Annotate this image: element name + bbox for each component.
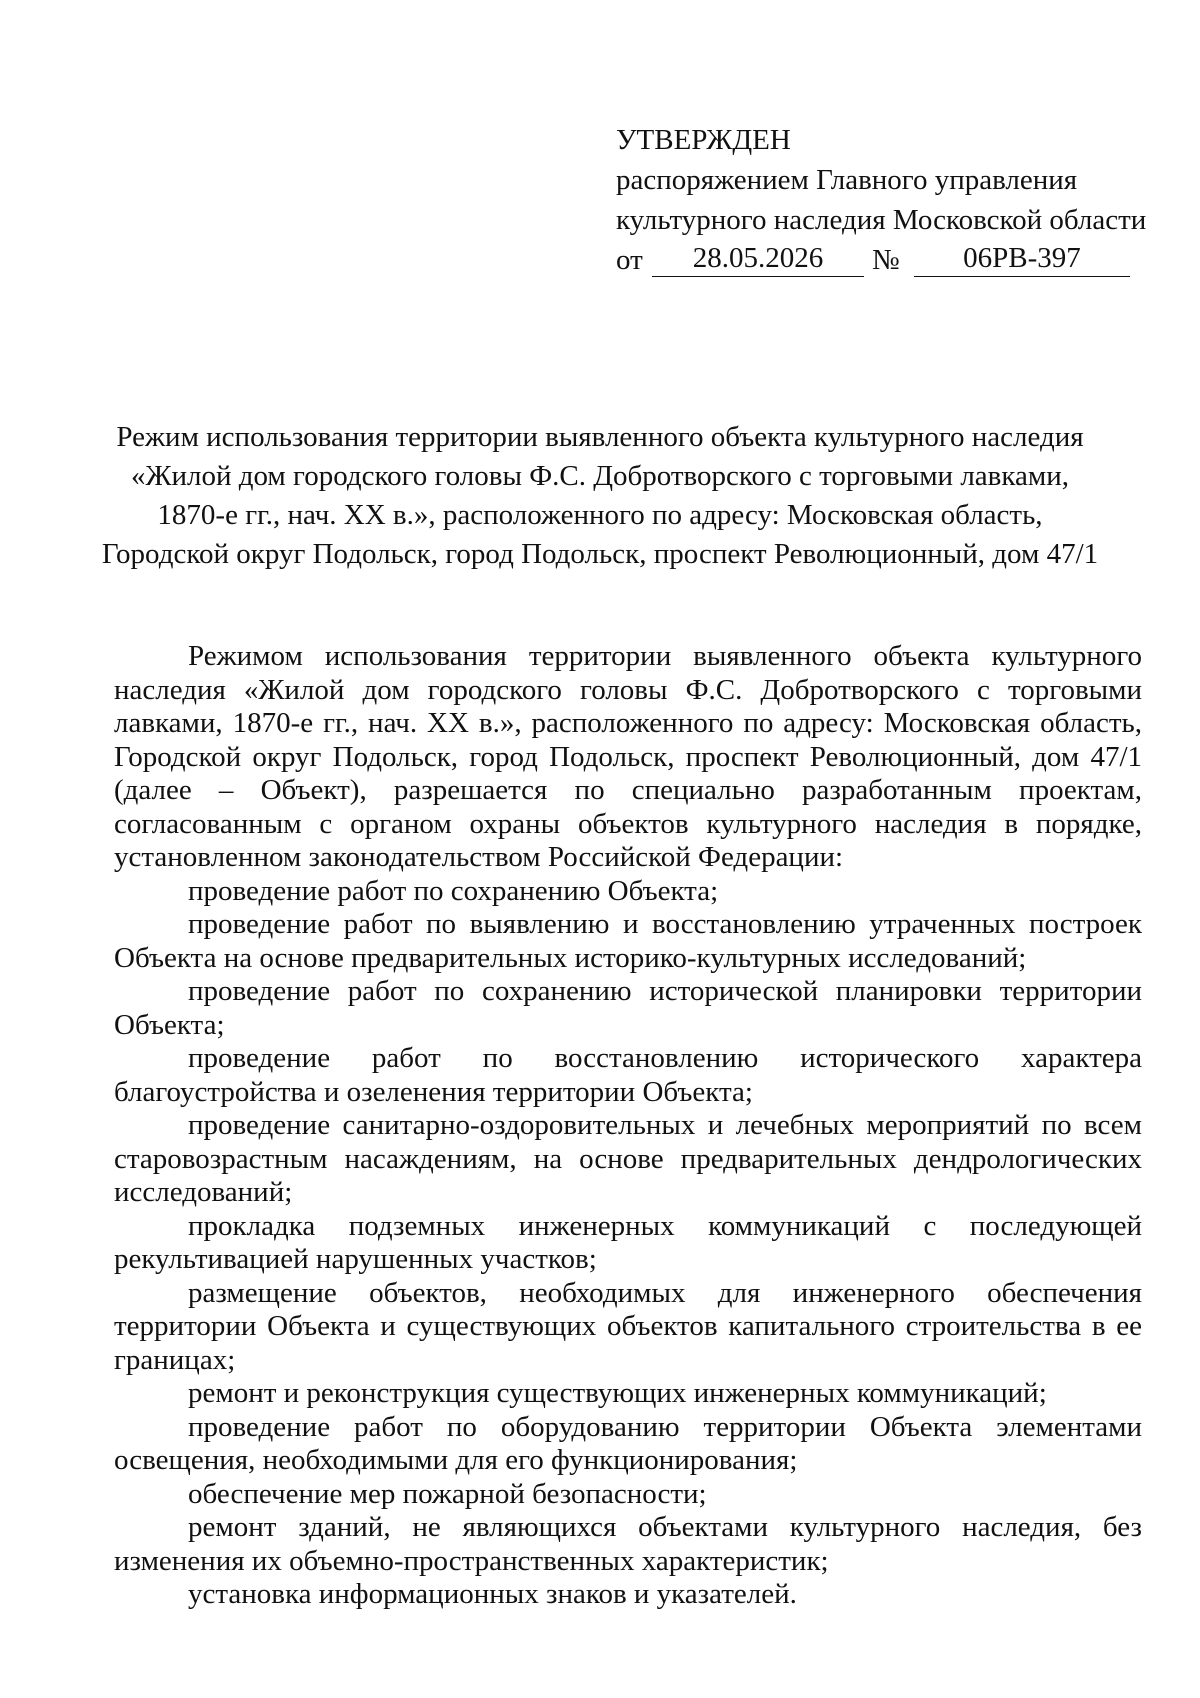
approval-number: 06РВ-397 bbox=[914, 240, 1130, 277]
approval-heading: УТВЕРЖДЕН bbox=[616, 124, 791, 156]
title-line-2: «Жилой дом городского головы Ф.С. Добротворского с торговыми лавками, bbox=[130, 460, 1070, 492]
intro-paragraph: Режимом использования территории выявленного объекта культурного наследия «Жилой дом городского головы Ф.С. Добротворского с торговыми лавками, 1870-е гг., нач. XX в.», расположенного по адресу: Московская область, Городской округ Подольск, город Подольск, проспект Революционный, дом 47/1 (далее – Объект), разрешается по специально разработанным проектам, согласованным с органом охраны объектов культурного наследия в порядке, установленном законодательством Российской Федерации: bbox=[114, 640, 1142, 873]
list-item: проведение работ по сохранению исторической планировки территории Объекта; bbox=[114, 975, 1142, 1041]
number-label: № bbox=[872, 244, 900, 276]
list-item: ремонт зданий, не являющихся объектами культурного наследия, без изменения их объемно-пространственных характеристик; bbox=[114, 1511, 1142, 1577]
list-item: ремонт и реконструкция существующих инженерных коммуникаций; bbox=[188, 1377, 1047, 1409]
from-label: от bbox=[616, 244, 643, 276]
list-item: проведение работ по выявлению и восстановлению утраченных построек Объекта на основе предварительных историко-культурных исследований; bbox=[114, 908, 1142, 974]
document-body bbox=[114, 640, 1142, 1612]
title-line-1: Режим использования территории выявленного объекта культурного наследия bbox=[116, 421, 1084, 453]
approval-line-1: распоряжением Главного управления bbox=[616, 164, 1078, 196]
approval-block bbox=[616, 120, 1146, 280]
list-item: установка информационных знаков и указателей. bbox=[188, 1578, 797, 1610]
title-line-4: Городской округ Подольск, город Подольск, проспект Революционный, дом 47/1 bbox=[101, 538, 1099, 570]
list-item: проведение работ по сохранению Объекта; bbox=[188, 874, 719, 907]
list-item: размещение объектов, необходимых для инженерного обеспечения территории Объекта и существующих объектов капитального строительства в ее границах; bbox=[114, 1276, 1142, 1376]
approval-date-line bbox=[616, 240, 1146, 280]
title-line-3: 1870-е гг., нач. XX в.», расположенного по адресу: Московская область, bbox=[157, 499, 1043, 531]
list-item: прокладка подземных инженерных коммуникаций с последующей рекультивацией нарушенных участков; bbox=[114, 1209, 1142, 1275]
list-item: проведение работ по восстановлению исторического характера благоустройства и озеленения территории Объекта; bbox=[114, 1042, 1142, 1108]
document-title bbox=[100, 418, 1100, 574]
list-item: проведение санитарно-оздоровительных и лечебных мероприятий по всем старовозрастным насаждениям, на основе предварительных дендрологических исследований; bbox=[114, 1109, 1142, 1208]
approval-line-2: культурного наследия Московской области bbox=[616, 204, 1147, 236]
list-item: обеспечение мер пожарной безопасности; bbox=[188, 1477, 707, 1510]
list-item: проведение работ по оборудованию территории Объекта элементами освещения, необходимыми для его функционирования; bbox=[114, 1410, 1142, 1476]
approval-date: 28.05.2026 bbox=[652, 240, 864, 277]
